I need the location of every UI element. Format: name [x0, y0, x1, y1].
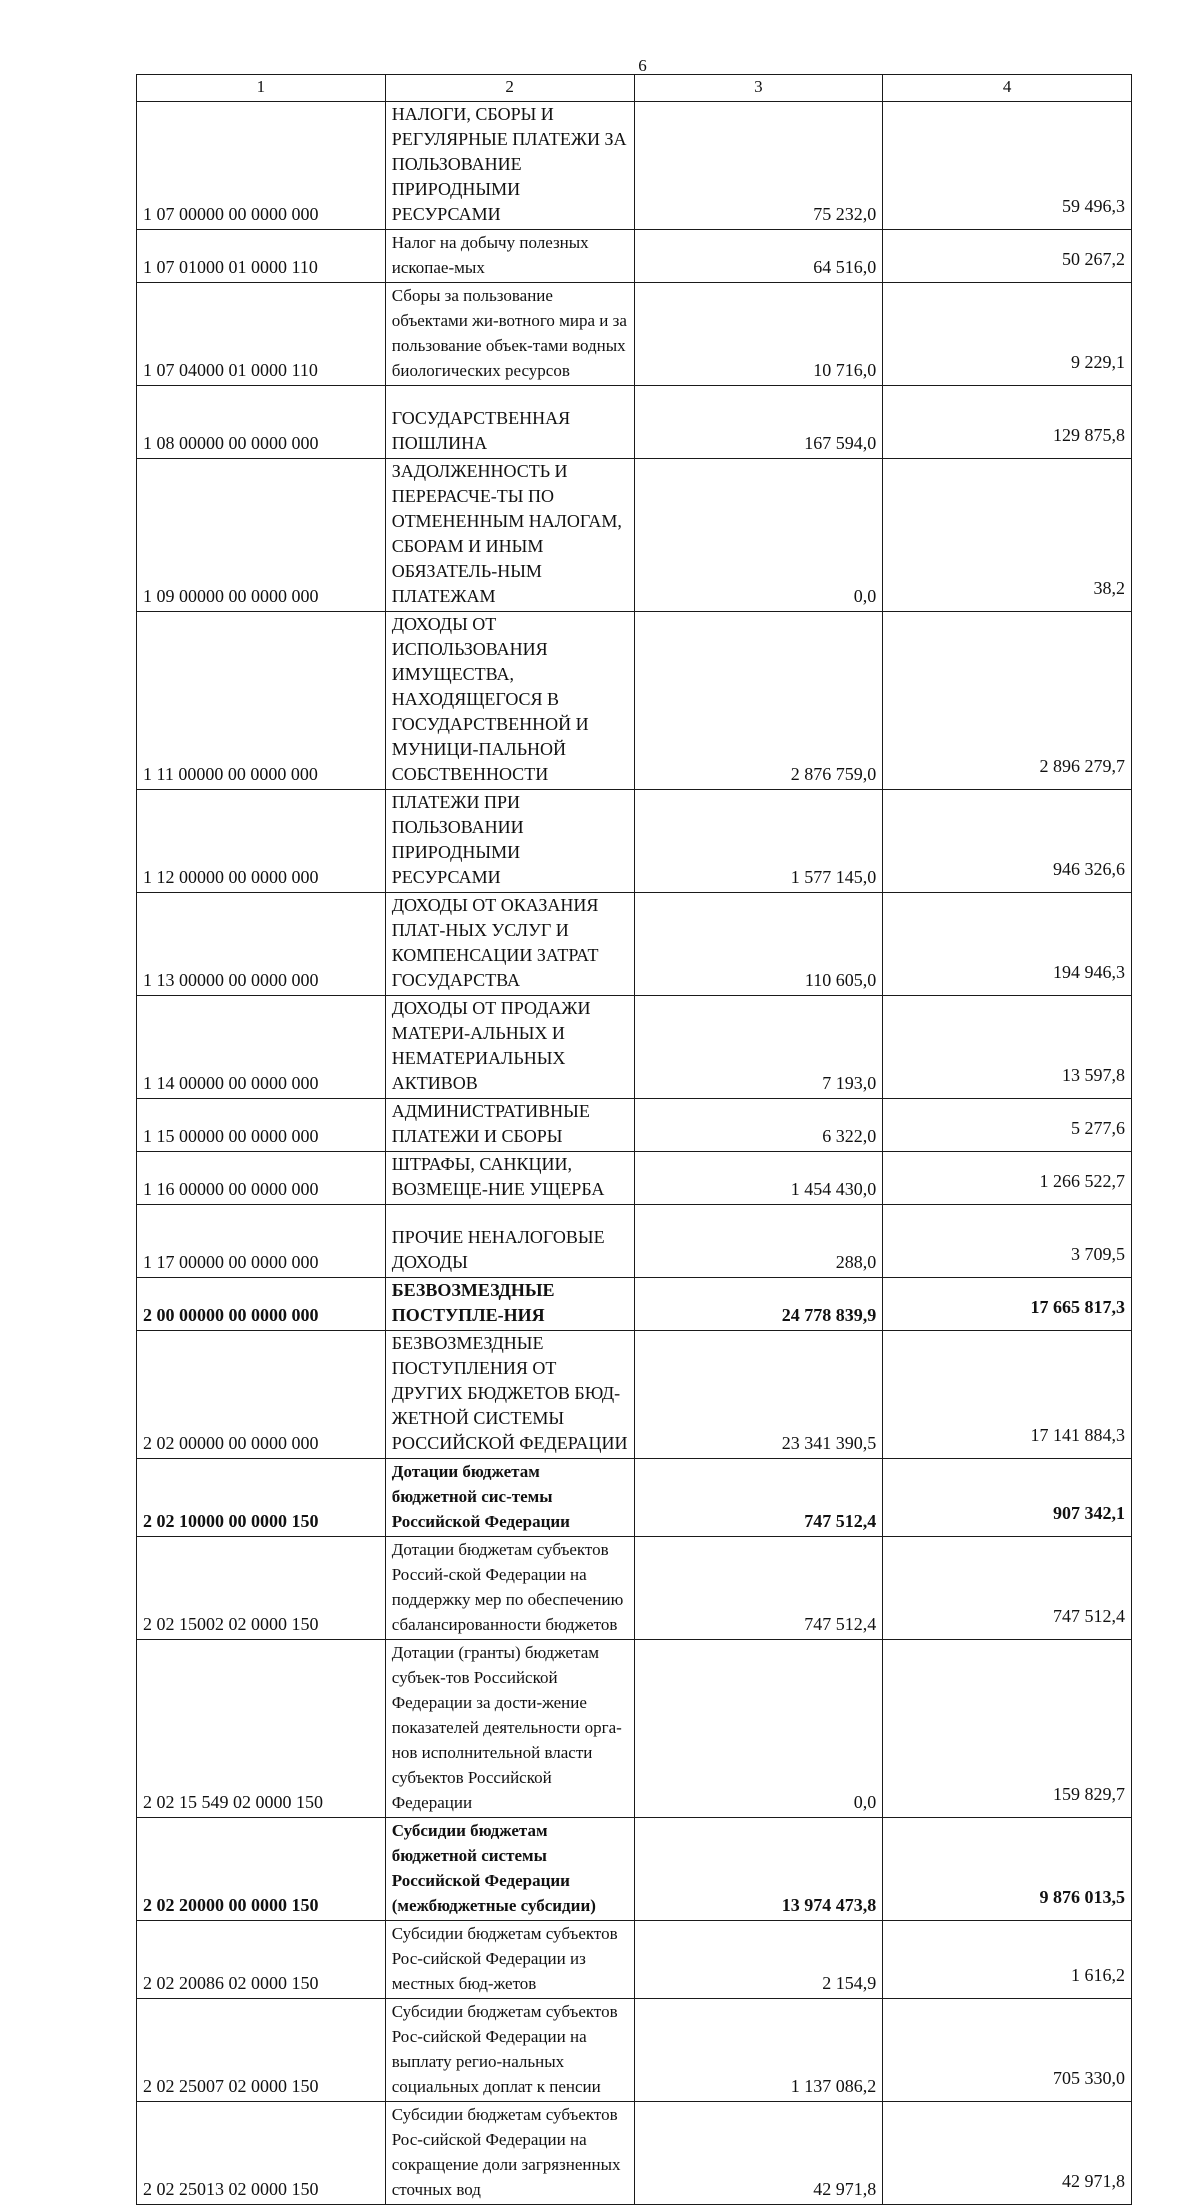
row-col4: 907 342,1 [883, 1459, 1132, 1537]
row-col3: 2 876 759,0 [634, 612, 883, 790]
row-code: 1 11 00000 00 0000 000 [137, 612, 386, 790]
table-row [137, 1099, 1132, 1152]
row-code: 1 14 00000 00 0000 000 [137, 996, 386, 1099]
row-name: ПРОЧИЕ НЕНАЛОГОВЫЕ ДОХОДЫ [385, 1205, 634, 1278]
row-name: БЕЗВОЗМЕЗДНЫЕ ПОСТУПЛЕНИЯ ОТ ДРУГИХ БЮДЖЕТОВ БЮД-ЖЕТНОЙ СИСТЕМЫ РОССИЙСКОЙ ФЕДЕРАЦИИ [385, 1331, 634, 1459]
row-col3: 110 605,0 [634, 893, 883, 996]
row-name: НАЛОГИ, СБОРЫ И РЕГУЛЯРНЫЕ ПЛАТЕЖИ ЗА ПОЛЬЗОВАНИЕ ПРИРОДНЫМИ РЕСУРСАМИ [385, 102, 634, 230]
table-row [137, 996, 1132, 1099]
row-code: 1 16 00000 00 0000 000 [137, 1152, 386, 1205]
row-col3: 1 454 430,0 [634, 1152, 883, 1205]
row-code: 1 07 00000 00 0000 000 [137, 102, 386, 230]
table-header-row [137, 75, 1132, 102]
row-code: 2 02 00000 00 0000 000 [137, 1331, 386, 1459]
table-row [137, 1921, 1132, 1999]
row-col4: 38,2 [883, 459, 1132, 612]
row-code: 1 12 00000 00 0000 000 [137, 790, 386, 893]
row-name: Субсидии бюджетам субъектов Рос-сийской Федерации из местных бюд-жетов [385, 1921, 634, 1999]
row-col4: 59 496,3 [883, 102, 1132, 230]
row-name: Сборы за пользование объектами жи-вотного мира и за пользование объек-тами водных биологических ресурсов [385, 283, 634, 386]
row-name: БЕЗВОЗМЕЗДНЫЕ ПОСТУПЛЕ-НИЯ [385, 1278, 634, 1331]
table-row [137, 2102, 1132, 2205]
row-name: ДОХОДЫ ОТ ОКАЗАНИЯ ПЛАТ-НЫХ УСЛУГ И КОМПЕНСАЦИИ ЗАТРАТ ГОСУДАРСТВА [385, 893, 634, 996]
row-col3: 167 594,0 [634, 386, 883, 459]
row-col4: 129 875,8 [883, 386, 1132, 459]
table-row [137, 790, 1132, 893]
row-name: ШТРАФЫ, САНКЦИИ, ВОЗМЕЩЕ-НИЕ УЩЕРБА [385, 1152, 634, 1205]
row-code: 2 02 15 549 02 0000 150 [137, 1640, 386, 1818]
row-col3: 23 341 390,5 [634, 1331, 883, 1459]
row-col4: 13 597,8 [883, 996, 1132, 1099]
row-col4: 17 141 884,3 [883, 1331, 1132, 1459]
row-col4: 2 896 279,7 [883, 612, 1132, 790]
row-code: 2 02 25007 02 0000 150 [137, 1999, 386, 2102]
row-col4: 9 229,1 [883, 283, 1132, 386]
revenue-table [136, 74, 1132, 2205]
row-col3: 10 716,0 [634, 283, 883, 386]
row-col4: 17 665 817,3 [883, 1278, 1132, 1331]
row-col4: 747 512,4 [883, 1537, 1132, 1640]
row-name: ГОСУДАРСТВЕННАЯ ПОШЛИНА [385, 386, 634, 459]
row-code: 1 07 04000 01 0000 110 [137, 283, 386, 386]
row-code: 1 15 00000 00 0000 000 [137, 1099, 386, 1152]
header-col-2: 2 [385, 75, 634, 102]
row-code: 2 00 00000 00 0000 000 [137, 1278, 386, 1331]
row-name: ДОХОДЫ ОТ ИСПОЛЬЗОВАНИЯ ИМУЩЕСТВА, НАХОДЯЩЕГОСЯ В ГОСУДАРСТВЕННОЙ И МУНИЦИ-ПАЛЬНОЙ СОБСТВЕННОСТИ [385, 612, 634, 790]
row-col4: 194 946,3 [883, 893, 1132, 996]
row-col3: 0,0 [634, 1640, 883, 1818]
table-row [137, 612, 1132, 790]
row-col3: 747 512,4 [634, 1537, 883, 1640]
table-row [137, 1331, 1132, 1459]
row-name: Субсидии бюджетам субъектов Рос-сийской Федерации на выплату регио-нальных социальных доплат к пенсии [385, 1999, 634, 2102]
header-col-4: 4 [883, 75, 1132, 102]
row-col4: 1 616,2 [883, 1921, 1132, 1999]
row-col4: 5 277,6 [883, 1099, 1132, 1152]
row-code: 2 02 20086 02 0000 150 [137, 1921, 386, 1999]
row-col4: 50 267,2 [883, 230, 1132, 283]
table-row [137, 459, 1132, 612]
row-col3: 13 974 473,8 [634, 1818, 883, 1921]
row-code: 1 09 00000 00 0000 000 [137, 459, 386, 612]
table-row [137, 1640, 1132, 1818]
row-col3: 747 512,4 [634, 1459, 883, 1537]
row-col3: 75 232,0 [634, 102, 883, 230]
row-col4: 705 330,0 [883, 1999, 1132, 2102]
table-row [137, 283, 1132, 386]
table-row [137, 1278, 1132, 1331]
table-row [137, 102, 1132, 230]
header-col-3: 3 [634, 75, 883, 102]
row-name: Дотации бюджетам бюджетной сис-темы Российской Федерации [385, 1459, 634, 1537]
row-col3: 6 322,0 [634, 1099, 883, 1152]
table-row [137, 1818, 1132, 1921]
row-col3: 7 193,0 [634, 996, 883, 1099]
row-col3: 1 137 086,2 [634, 1999, 883, 2102]
row-col4: 1 266 522,7 [883, 1152, 1132, 1205]
row-col3: 2 154,9 [634, 1921, 883, 1999]
row-col4: 946 326,6 [883, 790, 1132, 893]
row-code: 1 07 01000 01 0000 110 [137, 230, 386, 283]
row-col3: 288,0 [634, 1205, 883, 1278]
table-row [137, 1152, 1132, 1205]
table-row [137, 230, 1132, 283]
header-col-1: 1 [137, 75, 386, 102]
row-name: Субсидии бюджетам субъектов Рос-сийской Федерации на сокращение доли загрязненных сточных вод [385, 2102, 634, 2205]
row-name: Субсидии бюджетам бюджетной системы Российской Федерации (межбюджетные субсидии) [385, 1818, 634, 1921]
row-col4: 42 971,8 [883, 2102, 1132, 2205]
row-code: 1 17 00000 00 0000 000 [137, 1205, 386, 1278]
row-col4: 3 709,5 [883, 1205, 1132, 1278]
page-number: 6 [638, 56, 647, 75]
table-row [137, 1205, 1132, 1278]
row-code: 2 02 10000 00 0000 150 [137, 1459, 386, 1537]
row-name: Налог на добычу полезных ископае-мых [385, 230, 634, 283]
table-row [137, 1999, 1132, 2102]
row-col3: 1 577 145,0 [634, 790, 883, 893]
row-code: 1 13 00000 00 0000 000 [137, 893, 386, 996]
table-row [137, 1459, 1132, 1537]
row-name: АДМИНИСТРАТИВНЫЕ ПЛАТЕЖИ И СБОРЫ [385, 1099, 634, 1152]
row-code: 2 02 15002 02 0000 150 [137, 1537, 386, 1640]
table-row [137, 386, 1132, 459]
row-col3: 64 516,0 [634, 230, 883, 283]
row-col4: 9 876 013,5 [883, 1818, 1132, 1921]
row-name: ЗАДОЛЖЕННОСТЬ И ПЕРЕРАСЧЕ-ТЫ ПО ОТМЕНЕННЫМ НАЛОГАМ, СБОРАМ И ИНЫМ ОБЯЗАТЕЛЬ-НЫМ ПЛАТЕЖАМ [385, 459, 634, 612]
row-code: 1 08 00000 00 0000 000 [137, 386, 386, 459]
row-col4: 159 829,7 [883, 1640, 1132, 1818]
row-name: Дотации (гранты) бюджетам субъек-тов Российской Федерации за дости-жение показателей деятельности орга-нов исполнительной власти субъектов Российской Федерации [385, 1640, 634, 1818]
row-name: ПЛАТЕЖИ ПРИ ПОЛЬЗОВАНИИ ПРИРОДНЫМИ РЕСУРСАМИ [385, 790, 634, 893]
row-name: Дотации бюджетам субъектов Россий-ской Федерации на поддержку мер по обеспечению сбалансированности бюджетов [385, 1537, 634, 1640]
row-name: ДОХОДЫ ОТ ПРОДАЖИ МАТЕРИ-АЛЬНЫХ И НЕМАТЕРИАЛЬНЫХ АКТИВОВ [385, 996, 634, 1099]
row-code: 2 02 20000 00 0000 150 [137, 1818, 386, 1921]
table-row [137, 1537, 1132, 1640]
row-col3: 0,0 [634, 459, 883, 612]
table-row [137, 893, 1132, 996]
row-col3: 24 778 839,9 [634, 1278, 883, 1331]
row-code: 2 02 25013 02 0000 150 [137, 2102, 386, 2205]
row-col3: 42 971,8 [634, 2102, 883, 2205]
